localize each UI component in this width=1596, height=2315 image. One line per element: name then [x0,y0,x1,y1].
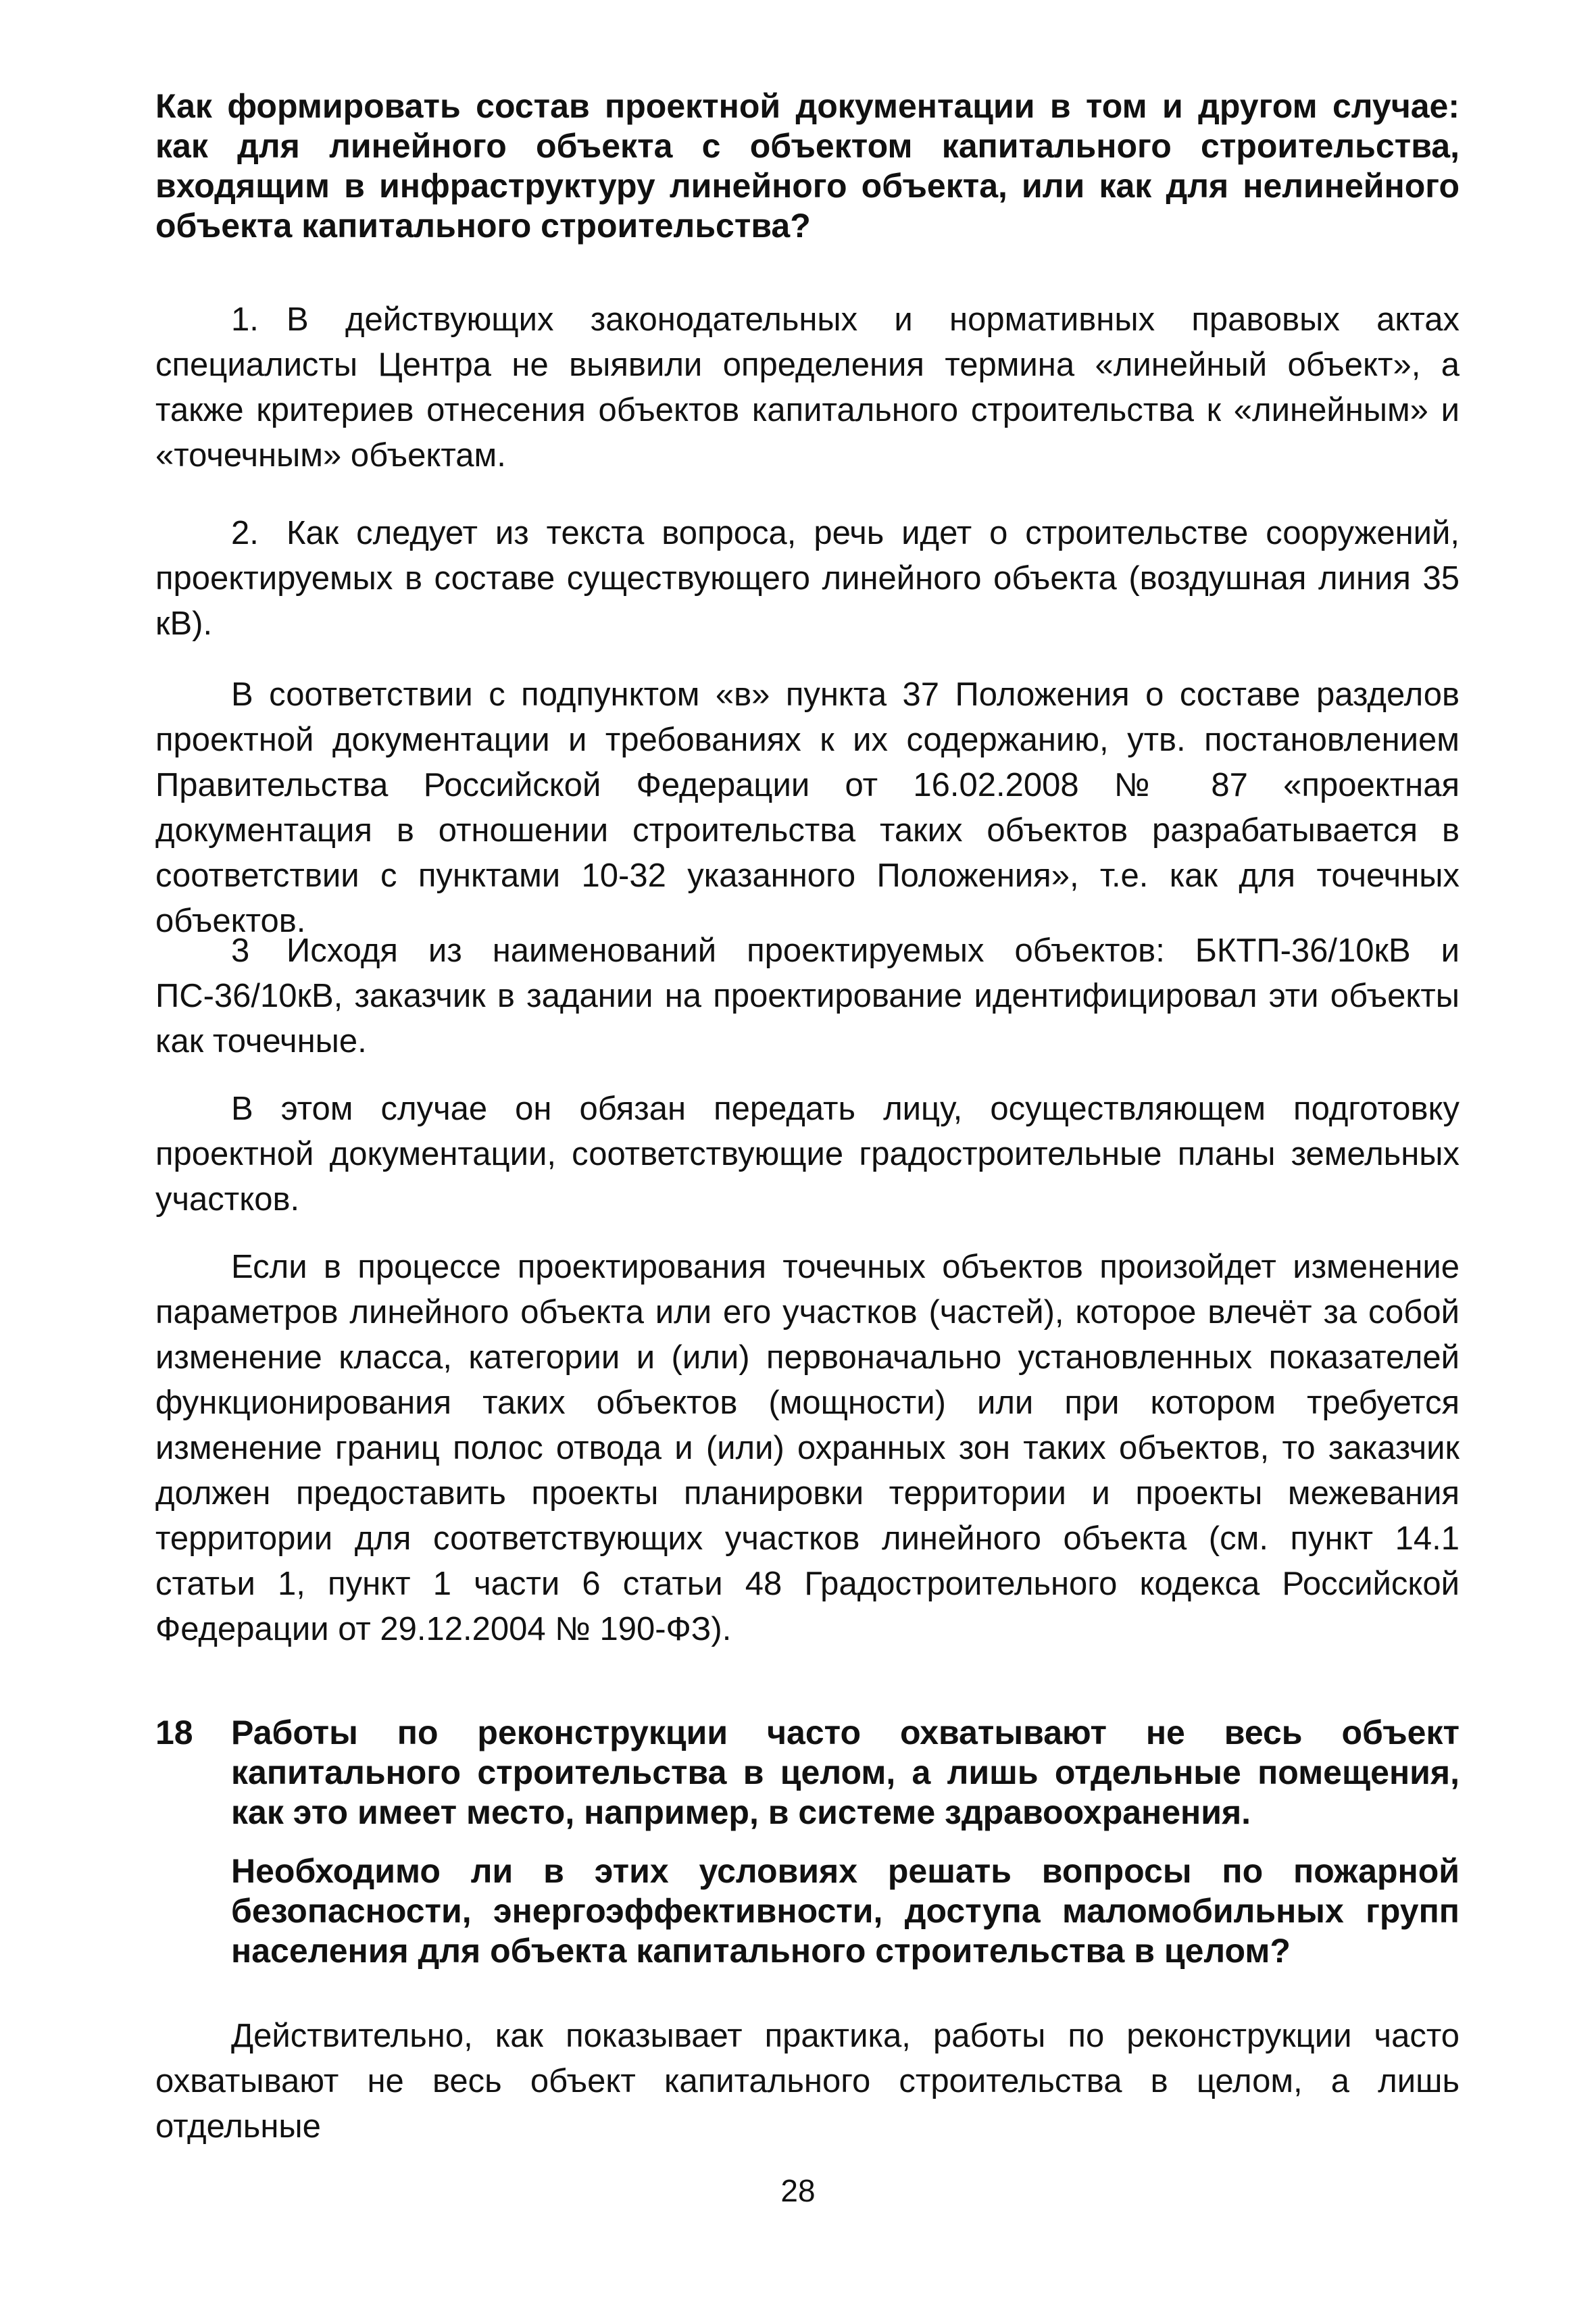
answer-paragraph-3 [155,672,1460,944]
page-number: 28 [780,2173,816,2208]
paragraph-text: Действительно, как показывает практика, работы по реконструкции часто охватывают не весь объект капитального строительства в целом, а лишь отдельные [155,2018,1460,2145]
paragraph-text: Как следует из текста вопроса, речь идет о строительстве сооружений, проектируемых в составе существующего линейного объекта (воздушная линия 35 кВ). [155,515,1460,642]
paragraph-text: В этом случае он обязан передать лицу, осуществляющем подготовку проектной документации, соответствующие градостроительные планы земельных участков. [155,1091,1460,1218]
answer-paragraph-4 [155,928,1460,1064]
paragraph-number: 2. [231,515,259,551]
question-number: 18 [155,1714,193,1751]
paragraph-text: Если в процессе проектирования точечных объектов произойдет изменение параметров линейного объекта или его участков (частей), которое влечёт за собой изменение класса, категории и (или) первоначально установленных показателей функционирования таких объектов (мощности) или при котором требуется изменение границ полос отвода и (или) охранных зон таких объектов, то заказчик должен предоставить проекты планировки территории и проекты межевания территории для соответствующих участков линейного объекта (см. пункт 14.1 статьи 1, пункт 1 части 6 статьи 48 Градостроительного кодекса Российской Федерации от 29.12.2004 № 190-ФЗ). [155,1249,1460,1647]
question-heading: Как формировать состав проектной документации в том и другом случае: как для линейного объекта с объектом капитального строительства, входящим в инфраструктуру линейного объекта, или как для нелинейного объекта капитального строительства? [155,87,1460,245]
question-18 [155,1713,1460,1990]
answer-paragraph-1 [155,297,1460,478]
answer-paragraph-5 [155,1087,1460,1222]
paragraph-text: В соответствии с подпунктом «в» пункта 37 Положения о составе разделов проектной документации и требованиях к их содержанию, утв. постановлением Правительства Российской Федерации от 16.02.2008 № 87 «проектная документация в отношении строительства таких объектов разрабатывается в соответствии с пунктами 10-32 указанного Положения», т.е. как для точечных объектов. [155,676,1460,939]
paragraph-number: 3 [231,932,250,969]
paragraph-number: 1. [231,301,259,338]
answer-paragraph-6 [155,1245,1460,1652]
question-18-text-2: Необходимо ли в этих условиях решать вопросы по пожарной безопасности, энергоэффективности, доступа маломобильных групп населения для объекта капитального строительства в целом? [231,1852,1460,1970]
answer-paragraph-2 [155,511,1460,647]
answer-18-paragraph [155,2014,1460,2149]
question-18-text-1: Работы по реконструкции часто охватывают не весь объект капитального строительства в целом, а лишь отдельные помещения, как это имеет место, например, в системе здравоохранения. [231,1714,1460,1831]
paragraph-text: В действующих законодательных и нормативных правовых актах специалисты Центра не выявили определения термина «линейный объект», а также критериев отнесения объектов капитального строительства к «линейным» и «точечным» объектам. [155,301,1460,474]
paragraph-text: Исходя из наименований проектируемых объектов: БКТП-36/10кВ и ПС-36/10кВ, заказчик в задании на проектирование идентифицировал эти объекты как точечные. [155,932,1460,1060]
